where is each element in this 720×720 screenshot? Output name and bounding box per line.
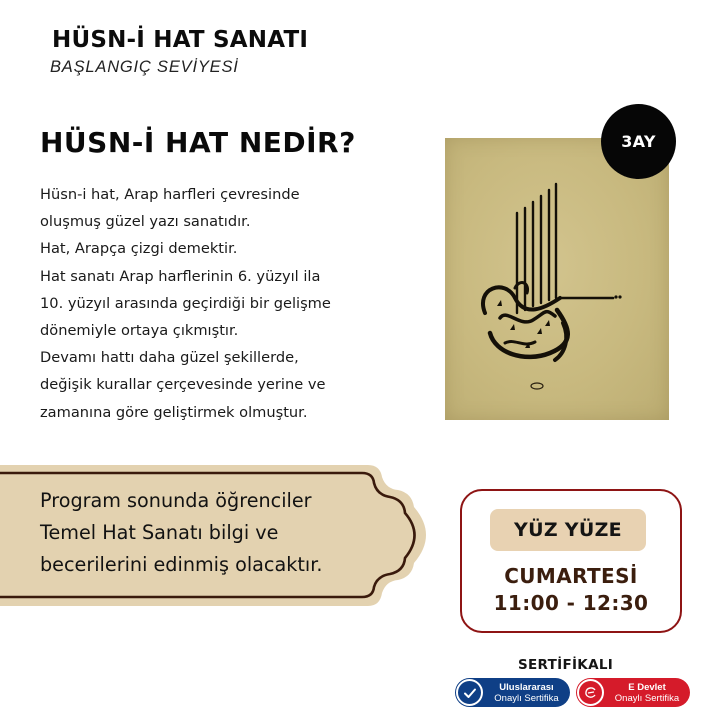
outcome-line: Temel Hat Sanatı bilgi ve: [40, 521, 279, 544]
certificate-title: E Devlet: [628, 681, 666, 693]
description-text: [40, 181, 380, 426]
outcome-line: becerilerini edinmiş olacaktır.: [40, 553, 323, 576]
description-line: Devamı hattı daha güzel şekillerde,: [40, 349, 299, 367]
description-line: zamanına göre geliştirmek olmuştur.: [40, 403, 308, 421]
description-line: 10. yüzyıl arasında geçirdiği bir gelişme: [40, 294, 331, 312]
description-line: oluşmuş güzel yazı sanatıdır.: [40, 213, 251, 231]
class-mode-badge: YÜZ YÜZE: [490, 509, 646, 551]
calligraphy-icon: [445, 138, 669, 420]
section-title: HÜSN-İ HAT NEDİR?: [40, 126, 356, 159]
schedule-time: 11:00 - 12:30: [493, 591, 649, 615]
outcome-line: Program sonunda öğrenciler: [40, 489, 312, 512]
certificate-subtitle: Onaylı Sertifika: [494, 692, 559, 704]
certificate-subtitle: Onaylı Sertifika: [614, 692, 680, 704]
check-icon: [456, 679, 483, 706]
description-line: değişik kurallar çerçevesinde yerine ve: [40, 376, 326, 394]
course-title: HÜSN-İ HAT SANATI: [52, 27, 309, 53]
description-line: Hüsn-i hat, Arap harfleri çevresinde: [40, 186, 300, 203]
calligraphy-artwork: [445, 138, 669, 420]
e-devlet-icon: [577, 679, 604, 706]
certification-label: SERTİFİKALI: [518, 657, 614, 673]
international-certificate-badge: [455, 678, 570, 707]
schedule-day: CUMARTESİ: [504, 564, 638, 588]
outcome-text: [40, 485, 322, 581]
description-line: Hat, Arapça çizgi demektir.: [40, 240, 238, 258]
schedule-card: [460, 489, 682, 633]
description-line: Hat sanatı Arap harflerinin 6. yüzyıl ila: [40, 267, 321, 285]
e-devlet-certificate-badge: [576, 678, 690, 707]
certificate-title: Uluslararası: [499, 681, 554, 693]
description-line: dönemiyle ortaya çıkmıştır.: [40, 322, 239, 340]
course-level: BAŞLANGIÇ SEVİYESİ: [50, 58, 239, 76]
outcome-banner: [0, 463, 440, 608]
duration-badge: 3AY: [601, 104, 676, 179]
